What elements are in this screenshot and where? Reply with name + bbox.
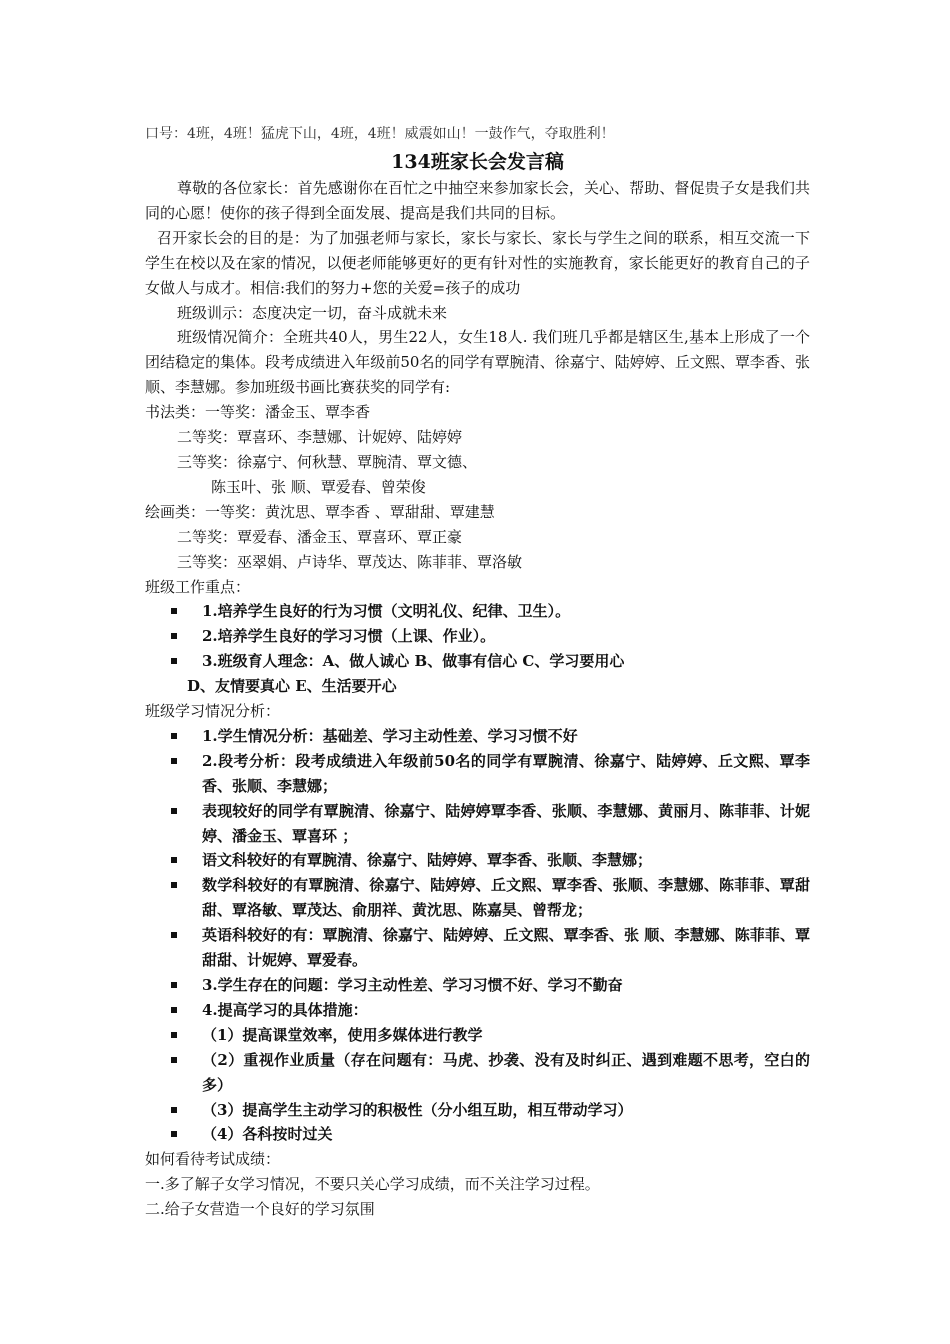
bullet-icon [171,733,177,739]
award-calligraphy-third: 三等奖：徐嘉宁、何秋慧、覃腕清、覃文德、 [177,452,478,471]
document-page [145,122,810,1222]
bullet-icon [171,658,177,664]
work-focus-list [145,599,810,674]
bullet-icon [171,1107,177,1113]
list-item: 语文科较好的有覃腕清、徐嘉宁、陆婷婷、覃李香、张顺、李慧娜； [145,848,810,873]
award-painting-second: 二等奖：覃爱春、潘金玉、覃喜环、覃正豪 [177,527,463,546]
bullet-icon [171,633,177,639]
exam-view-item: 一.多了解子女学习情况，不要只关心学习成绩，而不关注学习过程。 [145,1175,600,1194]
list-item: 3.班级育人理念：A、做人诚心 B、做事有信心 C、学习要用心 [145,649,810,674]
bullet-icon [171,857,177,863]
analysis-list [145,724,810,1147]
work-focus-continuation: D、友情要真心 E、生活要开心 [187,677,397,696]
award-calligraphy-second: 二等奖：覃喜环、李慧娜、计妮婷、陆婷婷 [177,428,463,447]
bullet-icon [171,1057,177,1063]
exam-view-heading: 如何看待考试成绩： [145,1150,281,1169]
bullet-icon [171,608,177,614]
list-item: 表现较好的同学有覃腕清、徐嘉宁、陆婷婷覃李香、张顺、李慧娜、黄丽月、陈菲菲、计妮婷、潘金玉、覃喜环 ； [145,799,810,849]
document-title: 134班家长会发言稿 [391,151,564,173]
class-intro-paragraph: 班级情况简介：全班共40人，男生22人，女生18人. 我们班几乎都是辖区生,基本上形成了一个团结稳定的集体。段考成绩进入年级前50名的同学有覃腕清、徐嘉宁、陆婷婷、丘文熙、覃李香、张顺、李慧娜。参加班级书画比赛获奖的同学有: [145,328,810,397]
award-painting-third: 三等奖：巫翠娟、卢诗华、覃茂达、陈菲菲、覃洛敏 [177,552,523,571]
list-item: 英语科较好的有：覃腕清、徐嘉宁、陆婷婷、丘文熙、覃李香、张 顺、李慧娜、陈菲菲、覃甜甜、计妮婷、覃爱春。 [145,923,810,973]
bullet-icon [171,982,177,988]
bullet-icon [171,932,177,938]
award-painting-first: 绘画类：一等奖：黄沈思、覃李香 、覃甜甜、覃建慧 [145,502,495,521]
class-slogan: 口号：4班，4班！猛虎下山，4班，4班！威震如山！一鼓作气，夺取胜利！ [145,126,615,142]
class-motto: 班级训示：态度决定一切，奋斗成就未来 [177,303,448,322]
list-item: 1.培养学生良好的行为习惯（文明礼仪、纪律、卫生）。 [145,599,810,624]
exam-view-item: 二.给子女营造一个良好的学习氛围 [145,1200,375,1219]
work-focus-heading: 班级工作重点： [145,577,251,596]
analysis-heading: 班级学习情况分析： [145,702,281,721]
purpose-paragraph: 召开家长会的目的是：为了加强老师与家长，家长与家长、家长与学生之间的联系，相互交流一下学生在校以及在家的情况，以便老师能够更好的更有针对性的实施教育，家长能更好的教育自己的子女做人与成才。相信:我们的努力+您的关爱=孩子的成功 [145,228,810,297]
list-item: 2.培养学生良好的学习习惯（上课、作业）。 [145,624,810,649]
list-item: （3）提高学生主动学习的积极性（分小组互助，相互带动学习） [145,1098,810,1123]
greeting-paragraph: 尊敬的各位家长：首先感谢你在百忙之中抽空来参加家长会，关心、帮助、督促贵子女是我们共同的心愿！使你的孩子得到全面发展、提高是我们共同的目标。 [145,179,810,222]
list-item: 1.学生情况分析：基础差、学习主动性差、学习习惯不好 [145,724,810,749]
list-item: （1）提高课堂效率，使用多媒体进行教学 [145,1023,810,1048]
award-calligraphy-first: 书法类：一等奖：潘金玉、覃李香 [145,403,371,422]
bullet-icon [171,1007,177,1013]
list-item: （2）重视作业质量（存在问题有：马虎、抄袭、没有及时纠正、遇到难题不思考，空白的多） [145,1048,810,1098]
award-calligraphy-third-continued: 陈玉叶、张 顺、覃爱春、曾荣俊 [211,477,426,496]
bullet-icon [171,1032,177,1038]
bullet-icon [171,1131,177,1137]
list-item: 3.学生存在的问题：学习主动性差、学习习惯不好、学习不勤奋 [145,973,810,998]
list-item: （4）各科按时过关 [145,1122,810,1147]
bullet-icon [171,808,177,814]
bullet-icon [171,882,177,888]
list-item: 2.段考分析：段考成绩进入年级前50名的同学有覃腕清、徐嘉宁、陆婷婷、丘文熙、覃李香、张顺、李慧娜； [145,749,810,799]
bullet-icon [171,758,177,764]
list-item: 数学科较好的有覃腕清、徐嘉宁、陆婷婷、丘文熙、覃李香、张顺、李慧娜、陈菲菲、覃甜甜、覃洛敏、覃茂达、俞朋祥、黄沈思、陈嘉昊、曾帮龙； [145,873,810,923]
list-item: 4.提高学习的具体措施： [145,998,810,1023]
